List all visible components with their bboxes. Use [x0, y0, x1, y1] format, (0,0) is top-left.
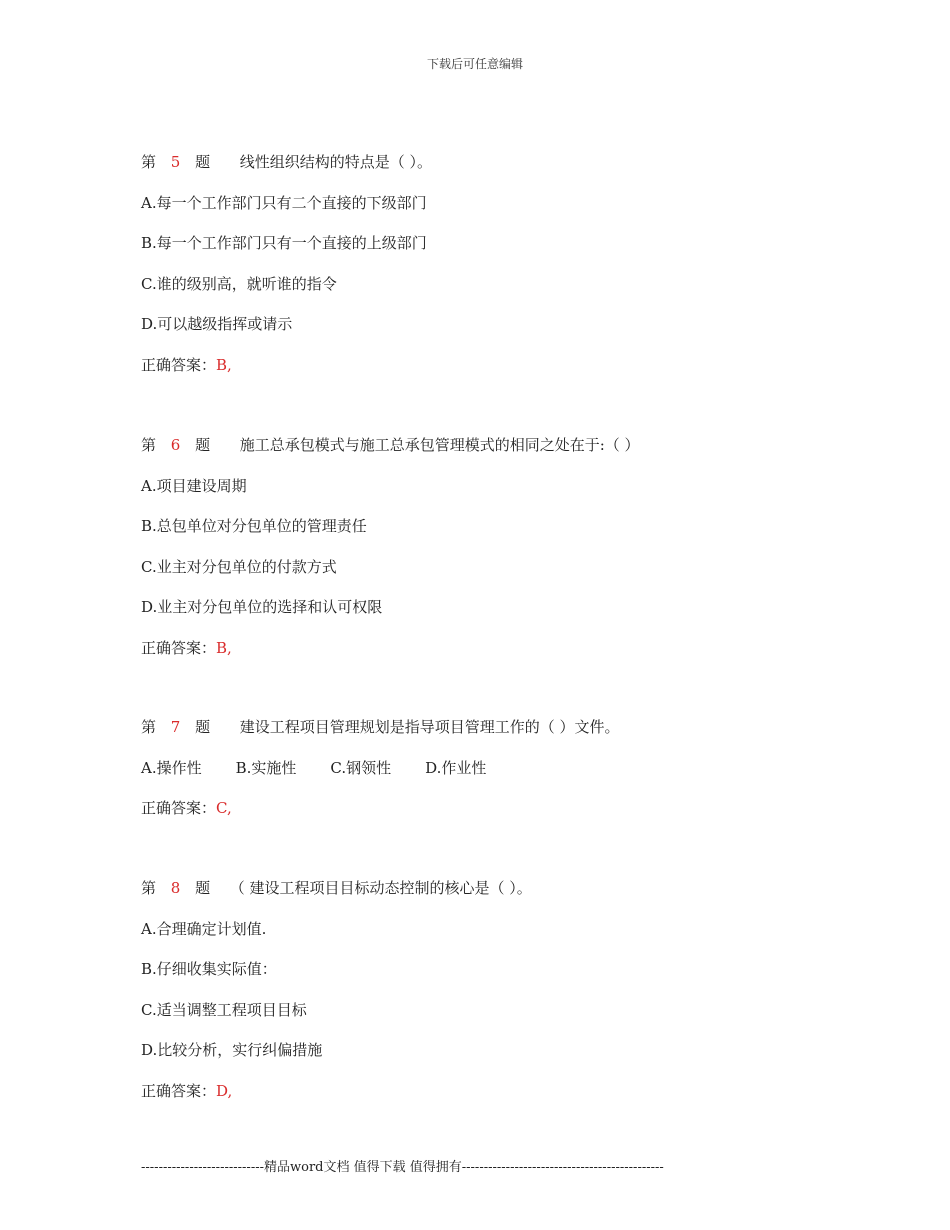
option-d: D.可以越级指挥或请示 [141, 315, 293, 333]
question-prefix: 第 [141, 153, 157, 171]
question-5 [141, 152, 861, 395]
question-suffix: 题 [195, 436, 211, 454]
question-number: 8 [170, 879, 181, 897]
answer-value: B, [216, 355, 232, 374]
option-a: A.合理确定计划值. [141, 919, 267, 938]
question-6 [141, 435, 861, 678]
answer-label: 正确答案： [141, 638, 217, 657]
answer-label: 正确答案： [141, 355, 217, 374]
answer-line [141, 798, 861, 839]
question-stem-line [141, 717, 861, 758]
option-b: B.仔细收集实际值： [141, 960, 277, 978]
option-c: C.钢领性 [330, 758, 392, 777]
question-prefix: 第 [141, 718, 157, 736]
question-stem-line [141, 878, 861, 919]
option-a: A.操作性 [141, 758, 202, 777]
answer-line [141, 355, 861, 396]
question-stem: 线性组织结构的特点是（ ）。 [239, 153, 432, 171]
question-stem: 建设工程项目管理规划是指导项目管理工作的（ ）文件。 [239, 718, 620, 736]
question-7 [141, 717, 861, 839]
question-number: 6 [170, 436, 181, 454]
options-inline-row [141, 758, 861, 799]
option-b: B.实施性 [235, 758, 297, 777]
option-b: B.每一个工作部门只有一个直接的上级部门 [141, 234, 427, 252]
answer-line [141, 1081, 861, 1122]
page-footer: ----------------------------精品word文档 值得下载 值得拥有---------------------------------------------- [141, 1160, 664, 1175]
option-c: C.谁的级别高，就听谁的指令 [141, 274, 337, 293]
question-stem-line [141, 435, 861, 476]
option-d: D.作业性 [425, 758, 487, 777]
question-suffix: 题 [195, 718, 211, 736]
answer-line [141, 638, 861, 679]
answer-label: 正确答案： [141, 1081, 217, 1100]
question-number: 7 [170, 718, 181, 736]
option-c: C.适当调整工程项目目标 [141, 1000, 307, 1019]
question-prefix: 第 [141, 879, 157, 897]
option-d: D.业主对分包单位的选择和认可权限 [141, 598, 383, 616]
question-number: 5 [170, 153, 181, 171]
option-a: A.项目建设周期 [141, 476, 247, 495]
question-stem-line [141, 152, 861, 193]
question-suffix: 题 [195, 879, 211, 897]
option-c: C.业主对分包单位的付款方式 [141, 557, 337, 576]
answer-value: B, [216, 638, 232, 657]
option-b: B.总包单位对分包单位的管理责任 [141, 517, 367, 535]
question-suffix: 题 [195, 153, 211, 171]
question-stem: 施工总承包模式与施工总承包管理模式的相同之处在于:（ ） [239, 436, 640, 454]
question-8 [141, 878, 861, 1121]
answer-value: C, [216, 799, 232, 817]
question-prefix: 第 [141, 436, 157, 454]
answer-label: 正确答案： [141, 799, 217, 817]
option-a: A.每一个工作部门只有二个直接的下级部门 [141, 193, 427, 212]
answer-value: D, [216, 1081, 233, 1100]
question-stem: （ 建设工程项目目标动态控制的核心是（ ）。 [229, 879, 532, 897]
option-d: D.比较分析，实行纠偏措施 [141, 1041, 323, 1059]
page-header: 下载后可任意编辑 [426, 57, 523, 71]
